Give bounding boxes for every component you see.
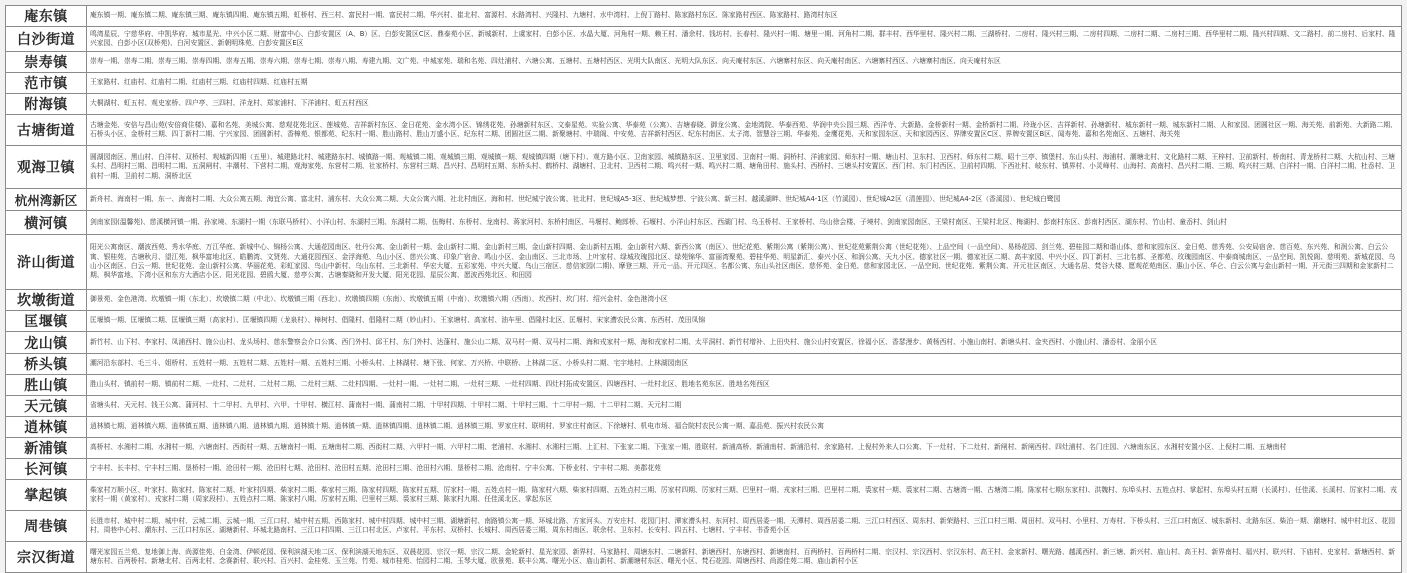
town-name-cell: 宗汉街道 [6, 542, 87, 573]
table-row [6, 52, 1402, 73]
community-list-cell: 圆湖园南区、黑山村、白洋村、双桥村、观城新四期（五里）、城建路北村、城建路东村、城镇路一期、观城镇二期、观城镇三期、观城镇一期、观城镇四期（塘下村）、观方路小区、卫南家园、城镇路东区、卫里家园、卫南村一期、洞桥村、洋浦家园、师东村一期、塘山村、卫东村、卫西村、师东村二期、昭十三亭、镇堡村、东山头村、海浦村、潮塘北村、文化路村二期、王梓村、卫前新村、桥南村、青龙桥村二期、大杭山村、三塘头村、昌明村三期、昌明村二期、五洞闸村、丰潮村、下营村二期、观海家苑、东营村二期、社家桥村、东营村三期、昌兴村、昌明村五期、东桥头村、鹤桥村、湖塘村、卫北村、卫西村二期、鸣兴村一期、鸣兴村二期、塘角田村、施头村、西桥村、三塘头村安置区、西门村、东门村西区、卫前村四期、下西社村、岐东村、镇界村、小灵峰村、山海村、高南村、昌兴村二期、三期、鸣兴村三期、白洋村一期、白洋村二期、杜岙村、卫前村一期、卫前村二期、洞桥北区 [87, 146, 1402, 189]
table-row [6, 375, 1402, 396]
district-community-table [5, 5, 1402, 573]
community-list-cell: 匡堰镇一期、匡堰镇二期、匡堰镇三期（高家村）、匡堰镇四期（龙泉村）、樟树村、倡隆村、倡隆村二期（妙山村）、王家塘村、高家村、油车里、倡隆村北区、匡堰村、宋家漕农民公寓、东西村、茂田凤锦 [87, 311, 1402, 332]
community-list-cell: 大桐湖村、虹五村、观史家桥、四户亭、三四村、洋龙村、郑家浦村、下洋浦村、虹五村西区 [87, 94, 1402, 115]
table-row [6, 73, 1402, 94]
table-row [6, 189, 1402, 211]
community-list-cell: 新竹村、山下村、李家村、凤浦西村、施公山村、龙头场村、慈东警察会介口公寓、西门外村、邱王村、东门外村、达蓬村、施公山二期、双马村一期、双马村二期、海和戎家村一期、海和戎家村二期、太平洞村、新竹村增补、上田央村、施公山村安置区、徐福小区、香瑟漫步、黄杨西村、小施山南村、新塘头村、金夹西村、小施山村、潘岙村、金丽小区 [87, 332, 1402, 354]
town-name-cell: 古塘街道 [6, 115, 87, 146]
community-list-cell: 鸣湾星辰、宁慈华府、中凯华府、城市星光、中兴小区二期、财富中心、白彭安置区（A、B）区、白彭安置区C区、鼎泰苑小区、新城新村、上虞家村、白彭小区、水晶大厦、河角村一期、赖王村、潘余村、钱坊村、长春村、隆兴村一期、塘里一期、河角村二期、群丰村、西华里村、隆兴村二期、三湖桥村、二房村、隆兴村三期、二房村四期、二房村二期、二房村三期、西华里村二期、隆兴村四期、文二路村、前二房村、后家村、隆兴家园、白彭小区(双桥苑)、白河安置区、新朝明珠苑、白彭安置区E区 [87, 27, 1402, 52]
town-name-cell: 观海卫镇 [6, 146, 87, 189]
table-row [6, 235, 1402, 290]
table-row [6, 438, 1402, 459]
table-row [6, 6, 1402, 27]
town-name-cell: 逍林镇 [6, 417, 87, 438]
community-list-cell: 高桥村、水湘村二期、水湘村一期、六塘南村、西街村一期、五塘南村一期、五塘南村二期、西街村二期、六甲村一期、六甲村二期、老浦村、水湘村、水湘村三期、上汇村、下张家二期、下张家一期、胜联村、新浦高桥、新浦南村、新浦沿村、余家路村、上倪村外来人口公寓、下一灶村、下二灶村、新闸村、新闸西村、四灶浦村、名门庄园、六塘南东区、水湘村安置小区、上倪村二期、五塘南村 [87, 438, 1402, 459]
town-name-cell: 新浦镇 [6, 438, 87, 459]
community-list-cell: 剑南家园(温馨苑)、慈溪横河镇一期、孙家境、东湖村一期（东联马桥村）、小洋山村、东湖村三期、东湖村二期、伍梅村、东桥村、龙南村、蒋家河村、东桥村南区、马堰村、鲍郎桥、石堰村、小洋山村东区、西湖门村、乌玉桥村、王家桥村、乌山徐会楼、子境村、剑南家园南区、王梁村南区、王梁村北区、梅湖村、彭南村东区、彭南村西区、湖东村、竹山村、童岙村、剑山村 [87, 211, 1402, 235]
community-list-cell: 新舟村、海南村一期、东一、海南村二期、大众公寓五期、海宜公寓、富北村、浦东村、大众公寓二期、大众公寓六期、社北村南区、海和村、世纪城宁波公寓、社北村、世纪城A5-3区、世纪城梦想、宁波公寓、新三村、越溪湖畔、世纪城A4-1区（竹溪园）、世纪城A2区（清莲园）、世纪城A4-2区（香溪园）、世纪城白鹭园 [87, 189, 1402, 211]
table-row [6, 459, 1402, 480]
table-row [6, 417, 1402, 438]
community-list-cell: 崇寿一期、崇寿二期、崇寿三期、崇寿四期、崇寿五期、崇寿六期、崇寿七期、崇寿八期、寿建九期、文广苑、中城家苑、瑞和名苑、四灶浦村、六塘公寓、五塘村、五塘村西区、光明大队南区、光明大队东区、向天庵村东区、六塘寨村东区、向天庵村南区、六塘寨村西区、六塘寨村南区、向天庵村东区 [87, 52, 1402, 73]
community-list-cell: 潮河沿东部村、毛三斗、姐桥村、五姓村一期、五姓村二期、五姓村一期、五姓村三期、小桥头村、上林湖村、塘下张、何家、万兴桥、中联桥、上林湖二区、小桥头村二期、宅宇地村、上林湖园南区 [87, 354, 1402, 375]
table-row [6, 332, 1402, 354]
table-row [6, 480, 1402, 511]
town-name-cell: 掌起镇 [6, 480, 87, 511]
community-list-cell: 曙光家园五兰苑、复地御上海、尚源佳苑、白金湾、伊顿花园、保利滨湖天地二区、保利滨湖天地东区、双晨花园、宗汉一期、宗汉二期、金轮新村、星光家园、新界村、马家路村、周塘东村、二塘新村、新塘西村、东塘西村、新塘南村、百两桥村、百两桥村二期、宗汉村、宗汉西村、宗汉东村、高王村、金家新村、曙光路、越溪西村、新三塘、新兴村、庙山村、高王村、新界南村、福兴村、联兴村、下庙村、史家村、新塘西村、新塘东村、百两桥村、新塘北村、百两北村、念赛新村、联兴村、百兴村、金桂苑、玉兰苑、竹苑、城市桂苑、怡园村二期、玉琴大厦、欧景苑、联丰公寓、曙光小区、庙山新村、新潮塘村东区、曙光小区、梵石花园、周塘西村、尚源佳苑二期、庙山新村小区 [87, 542, 1402, 573]
town-name-cell: 附海镇 [6, 94, 87, 115]
town-name-cell: 胜山镇 [6, 375, 87, 396]
table-row [6, 94, 1402, 115]
table-row [6, 115, 1402, 146]
community-list-cell: 宁丰村、长丰村、宁丰村三期、垦桥村一期、沧田村一期、沧田村七期、沧田村、沧田村五期、沧田村三期、沧田村六期、垦桥村二期、沧南村、宁丰公寓、下桥业村、宁丰村二期、美郡花苑 [87, 459, 1402, 480]
town-name-cell: 匡堰镇 [6, 311, 87, 332]
town-name-cell: 白沙街道 [6, 27, 87, 52]
town-name-cell: 天元镇 [6, 396, 87, 417]
town-name-cell: 横河镇 [6, 211, 87, 235]
town-name-cell: 崇寿镇 [6, 52, 87, 73]
community-list-cell: 长胜市村、城中村二期、城中村、云城二期、云城一期、三江口村、城中村五期、西陈家村、城中村四期、城中村三期、湖塘新村、南路镇公寓一期、环城北路、方家河头、万安庄村、花园门村、潭家漕头村、东河村、周西居委一期、天潭村、周西居委二期、三江口村西区、周东村、新荣路村、三江口村三期、周田村、双马村、小里村、万寿村、下桥头村、三江口村南区、城东新村、北路东区、柴泊一期、潮塘村、城中村北区、花园村、周巷中心村、潮东村、三江口村东区、湖塘新村、环城北路南村、三江口村四期、三江口村北区、卢家村、平东村、双桥村、长城村、周西居委三期、周东村南区、联余村、卫东村、长安村、四五村、七塘村、宁丰村、书香苑小区 [87, 511, 1402, 542]
table-row [6, 511, 1402, 542]
community-list-cell: 御景苑、金色港湾、坎墩镇一期（东北）、坎墩镇二期（中北）、坎墩镇三期（西北）、坎墩镇四期（东南）、坎墩镇五期（中南）、坎墩镇六期（西南）、坎西村、坎门村、绍兴金村、金色港湾小区 [87, 290, 1402, 311]
town-name-cell: 坎墩街道 [6, 290, 87, 311]
table-row [6, 27, 1402, 52]
community-list-cell: 古塘金苑、安倍与昌山苑(安倍商住楼)、嘉和名苑、美城公寓、慈观花苑北区、莲城苑、吉祥新村东区、金日花苑、金水湾小区、锦绣花苑、孙塘新村东区、文泰星苑、实验公寓、华泰苑（公寓）、吉塘春晓、御龙公寓、金地湾院、华泰西苑、华润中央公园三期、西洋寺、大新路、金桥新村一期、金桥新村二期、玲珑小区、吉祥新村、孙塘新村、城东新村一期、城东新村二期、人和家园、团圆社区一期、海关苑、前新苑、大新路二期、石桥头小区、金桥村三期、四丁新村二期、宁兴家园、团圆新村、香樟苑、银都苑、纪东村一期、胜山路村、胜山万盛小区、纪东村二期、团圆社区二期、新聚塘村、中瑞阁、中安苑、吉祥新村西区、纪东村南区、太子湾、智慧谷三期、华泰苑、金鹰花苑、天和家园东区、天和家园西区、界牌安置区C区、界牌安置区B区、闻寿苑、嘉和名苑南区、五塘村、海关苑 [87, 115, 1402, 146]
town-name-cell: 范市镇 [6, 73, 87, 94]
town-name-cell: 浒山街道 [6, 235, 87, 290]
town-name-cell: 长河镇 [6, 459, 87, 480]
table-row [6, 354, 1402, 375]
community-list-cell: 省塘头村、天元村、钱王公寓、蒲河村、十二甲村、九甲村、六甲、十甲村、横江村、蒲南村一期、蒲南村二期、十甲村四期、十甲村二期、十甲村三期、十二甲村一期、十二甲村二期、天元村二期 [87, 396, 1402, 417]
table-row [6, 211, 1402, 235]
community-list-cell: 柴家村万顺小区、叶家村、陈家村、陈家村二期、叶家村四期、柴家村二期、柴家村三期、陈家村四期、陈家村五期、厉家村一期、五姓点村一期、陈家村六期、柴家村四期、五姓点村三期、厉家村四期、厉家村三期、巴里村一期、戎家村三期、巴里村二期、裘家村一期、裘家村二期、古塘湾一期、古塘湾二期、陈家村七期(东家村)、洪魏村、东埠头村、五姓点村、掌起村、东埠头村五期（长溪村）、任佳溪、长溪村、厉家村二期、戎家村一期（黄家村）、戎家村二期（周家段村）、五姓点村二期、陈家村八期、厉家村五期、巴里村三期、裘家村三期、陈家村九期、任佳溪北区、掌起东区 [87, 480, 1402, 511]
table-row [6, 542, 1402, 573]
town-name-cell: 杭州湾新区 [6, 189, 87, 211]
community-list-cell: 胜山头村、镇前村一期、镇前村二期、一灶村、二灶村、二灶村二期、二灶村三期、二灶村四期、一灶村一期、一灶村二期、一灶村三期、一灶村四期、四灶村拓成安置区、四塘西村、一灶村北区、胜地名苑东区、胜地名苑西区 [87, 375, 1402, 396]
table-body [6, 6, 1402, 573]
town-name-cell: 桥头镇 [6, 354, 87, 375]
table-row [6, 290, 1402, 311]
community-list-cell: 王家路村、红庙村、红庙村二期、红庙村三期、红庙村四期、红庙村五期 [87, 73, 1402, 94]
community-list-cell: 阳光公寓南区、潮波西苑、秀水华庭、万江华庭、新城中心、锦杨公寓、大通花园南区、牡丹公寓、金山新村一期、金山新村二期、金山新村三期、金山新村四期、金山新村五期、金山新村六期、新西公寓（南区）、世纪花苑、紫荆公寓（紫荆公寓）、世纪花苑紫荆公寓（世纪花苑）、上品空间（一品空间）、易杨花园、剑兰苑、碧桂园二期和谐山体、慈和家园东区、金日苑、慈秀苑、公安局宿舍、慈百苑、东兴苑、和润公寓、白云公寓、银桂苑、古塘秋月、望江苑、枫华富地北区、皓鹏湾、文贤苑、大通花园西区、金浮海苑、乌山小区、慈兴公寓、印象广宿舍、鸣山小区、金山南区、三北市场、上叶家村、绿城玫瑰园北区、绿苑锦华、富丽湾聚苑、碧桂华苑、明星新汇、泰兴小区、和润公寓、天九小区、德家社区一期、德家社区二期、高丰家园、中兴小区、四丁新村、三北名都、圣都苑、玫瑰园南区、中泰商城南区、一品空间、凯悦阁、慈明苑、新城花园、乌山小区南区、白云一期、世纪花苑、金山新村公寓、华丽花苑、彩虹家园、鸟山中新村、乌山东村、三北新村、华宏大厦、五彩家苑、中兴大厦、鸟山三宿区、慈信家园(二期)、摩登三期、开元一品、开元四区、名都公寓、东山头社区南区、慈怀苑、金日苑、慈和家园北区、一品空间、世纪花苑、紫荆公寓、开元社区南区、大通名居、梵谷大楼、愿观花苑南区、惠山小区、华仑、白云公寓与金山新村一期、开元街三四期和金家新村二期、枫华富地、下湾小区和东方大酒店小区、阳光花园、碧鸥大厦、慈亭公寓、古塘秦晓和开发大厦、阳光花园、星辰公寓、愿波西苑北区、和田园 [87, 235, 1402, 290]
community-list-cell: 逍林镇七期、逍林镇六期、逍林镇五期、逍林镇八期、逍林镇九期、逍林镇十期、逍林镇一期、逍林镇四期、逍林镇二期、逍林镇三期、罗家庄村、联明村、罗家庄村南区、下徐塘村、机电市场、福合院村农民公寓一期、嘉品苑、振兴村农民公寓 [87, 417, 1402, 438]
town-name-cell: 龙山镇 [6, 332, 87, 354]
table-row [6, 311, 1402, 332]
town-name-cell: 庵东镇 [6, 6, 87, 27]
table-row [6, 146, 1402, 189]
table-row [6, 396, 1402, 417]
town-name-cell: 周巷镇 [6, 511, 87, 542]
community-list-cell: 庵东镇一期、庵东镇二期、庵东镇三期、庵东镇四期、庵东镇五期、虹桥村、西三村、富民村一期、富民村二期、华兴村、崔北村、富源村、水路湾村、兴隆村、九塘村、水中湾村、上倪丁路村、陈家路村东区、陈家路村西区、陈家路村、路湾村东区 [87, 6, 1402, 27]
